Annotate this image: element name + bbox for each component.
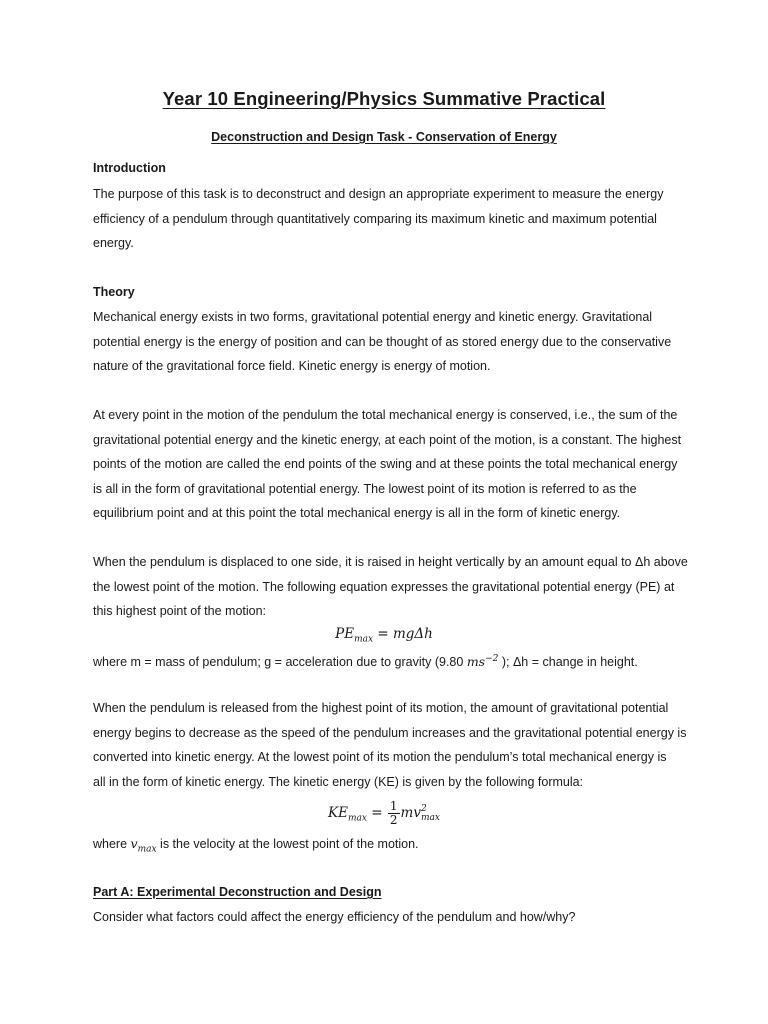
- paragraph-line: When the pendulum is displaced to one side, it is raised in height vertically by an amount equal to Δh above: [93, 555, 688, 569]
- paragraph-line: this highest point of the motion:: [93, 604, 267, 618]
- where-text: where: [93, 837, 131, 851]
- theory-paragraph-3: [93, 550, 715, 624]
- page-title: Year 10 Engineering/Physics Summative Practical: [162, 88, 606, 109]
- paragraph-line: points of the motion are called the end points of the swing and at these points the total mechanical energy: [93, 457, 678, 471]
- fraction-numerator: 1: [389, 799, 398, 813]
- equation-lhs-subscript: max: [348, 813, 367, 824]
- equation-equals: =: [366, 805, 387, 821]
- equation-lhs-subscript: max: [354, 634, 374, 645]
- paragraph-line: equilibrium point and at this point the total mechanical energy is all in the form of kinetic energy.: [93, 506, 621, 520]
- unit-math: [467, 654, 499, 669]
- theory-paragraph-4: [93, 696, 715, 794]
- fraction: [388, 800, 400, 827]
- paragraph-line: energy.: [93, 236, 134, 250]
- velocity-subscript: max: [137, 844, 157, 855]
- theory-paragraph-2: [93, 403, 715, 526]
- equation-lhs: KE: [328, 805, 348, 821]
- velocity-variable: v: [130, 836, 138, 851]
- kinetic-energy-equation: [0, 800, 768, 827]
- equation-rhs-superscript: 2: [420, 803, 427, 814]
- unit-base: ms: [466, 654, 486, 670]
- potential-energy-equation: [0, 626, 768, 645]
- paragraph-line: is all in the form of gravitational potential energy. The lowest point of its motion is referred to as the: [93, 481, 637, 496]
- page-subtitle: Deconstruction and Design Task - Conservation of Energy: [211, 130, 557, 144]
- paragraph-line: all in the form of kinetic energy. The kinetic energy (KE) is given by the following formula:: [93, 774, 584, 789]
- part-a-heading: Part A: Experimental Deconstruction and Design: [93, 885, 382, 899]
- paragraph-line: nature of the gravitational force field. Kinetic energy is energy of motion.: [93, 359, 491, 373]
- theory-paragraph-1: [93, 305, 715, 379]
- paragraph-line: converted into kinetic energy. At the lowest point of its motion the pendulum’s total mechanical energy is: [93, 750, 667, 764]
- where-line-1: [93, 647, 715, 675]
- paragraph-line: the lowest point of the motion. The following equation expresses the gravitational potential energy (PE) at: [93, 579, 675, 594]
- where-text: is the velocity at the lowest point of the motion.: [156, 837, 419, 851]
- paragraph-line: At every point in the motion of the pendulum the total mechanical energy is conserved, i.e., the sum of the: [93, 408, 678, 422]
- equation-rhs: mv: [400, 805, 421, 821]
- paragraph-line: gravitational potential energy and the kinetic energy, at each point of the motion, is a constant. The highest: [93, 432, 682, 447]
- unit-exponent: −2: [485, 654, 499, 664]
- paragraph-line: The purpose of this task is to deconstruct and design an appropriate experiment to measure the energy: [93, 187, 664, 201]
- paragraph-line: Mechanical energy exists in two forms, gravitational potential energy and kinetic energy. Gravitational: [93, 310, 653, 324]
- where-line-2: [93, 832, 715, 862]
- equation-rhs: = mgΔh: [373, 626, 433, 642]
- fraction-denominator: 2: [389, 813, 398, 827]
- introduction-paragraph: [93, 182, 715, 256]
- part-a-paragraph: [93, 905, 715, 930]
- paragraph-line: efficiency of a pendulum through quantitatively comparing its maximum kinetic and maximum potential: [93, 211, 657, 226]
- paragraph-line: When the pendulum is released from the highest point of its motion, the amount of gravitational potential: [93, 701, 669, 715]
- equation-lhs: PE: [335, 626, 355, 642]
- paragraph-line: Consider what factors could affect the energy efficiency of the pendulum and how/why?: [93, 910, 576, 924]
- theory-heading: Theory: [93, 285, 135, 299]
- paragraph-line: potential energy is the energy of position and can be thought of as stored energy due to the conservative: [93, 334, 672, 349]
- equation-rhs-subscript: max: [420, 812, 440, 823]
- velocity-math: [130, 836, 157, 855]
- where-text: where m = mass of pendulum; g = acceleration due to gravity (9.80: [93, 655, 467, 670]
- superscript-subscript-stack: [421, 805, 440, 823]
- introduction-heading: Introduction: [93, 161, 166, 175]
- paragraph-line: energy begins to decrease as the speed of the pendulum increases and the gravitational potential energy is: [93, 725, 687, 740]
- where-text: ); Δh = change in height.: [498, 655, 638, 670]
